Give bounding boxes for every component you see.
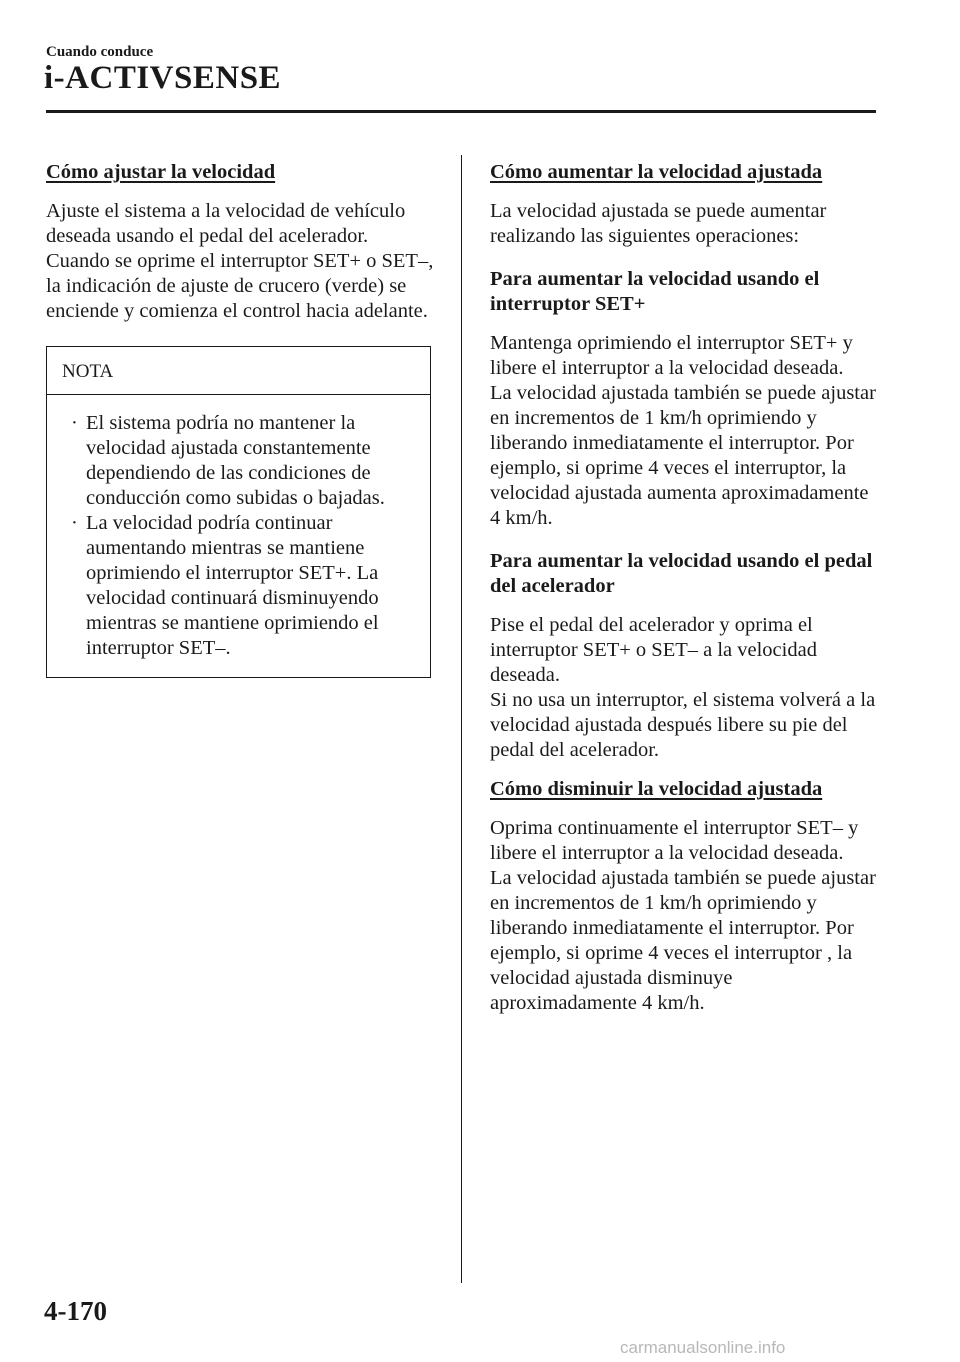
column-divider — [461, 155, 462, 1283]
note-title: NOTA — [47, 347, 430, 395]
chapter-title: i-ACTIVSENSE — [44, 60, 282, 96]
paragraph-set-plus-increments: La velocidad ajustada también se puede ajustar en incrementos de 1 km/h oprimiendo y liberando inmediatamente el interruptor. Por ejemplo, si oprime 4 veces el interruptor, la velocidad ajustada aumenta aproximadamente 4 km/h. — [490, 382, 876, 529]
page-number: 4-170 — [44, 1296, 107, 1326]
paragraph-set-switch: Cuando se oprime el interruptor SET+ o SET–, la indicación de ajuste de crucero (verde) se enciende y comienza el control hacia adelante. — [46, 250, 434, 322]
paragraph-accelerator-press: Pise el pedal del acelerador y oprima el interruptor SET+ o SET– a la velocidad deseada. — [490, 614, 817, 686]
left-column — [46, 160, 436, 678]
paragraph-decrease-hold: Oprima continuamente el interruptor SET– y libere el interruptor a la velocidad deseada. — [490, 817, 859, 864]
note-item: · El sistema podría no mantener la velocidad ajustada constantemente dependiendo de las condiciones de conducción como subidas o bajadas. — [61, 411, 416, 511]
note-box — [46, 346, 431, 678]
note-body — [47, 395, 430, 677]
note-item: · La velocidad podría continuar aumentando mientras se mantiene oprimiendo el interruptor SET+. La velocidad continuará disminuyendo mientras se mantiene oprimiendo el interruptor SET–. — [61, 511, 416, 661]
watermark: carmanualsonline.info — [620, 1338, 786, 1357]
header-rule — [46, 110, 876, 113]
subheading-accelerator: Para aumentar la velocidad usando el pedal del acelerador — [490, 550, 873, 597]
heading-decrease-speed: Cómo disminuir la velocidad ajustada — [490, 778, 823, 800]
paragraph-adjust-intro: Ajuste el sistema a la velocidad de vehículo deseada usando el pedal del acelerador. — [46, 200, 406, 247]
subheading-set-plus: Para aumentar la velocidad usando el interruptor SET+ — [490, 268, 820, 315]
paragraph-increase-intro: La velocidad ajustada se puede aumentar realizando las siguientes operaciones: — [490, 200, 827, 247]
heading-increase-speed: Cómo aumentar la velocidad ajustada — [490, 161, 823, 183]
right-column — [490, 160, 880, 1016]
section-label: Cuando conduce — [46, 44, 154, 60]
paragraph-set-plus-hold: Mantenga oprimiendo el interruptor SET+ y libere el interruptor a la velocidad deseada. — [490, 332, 853, 379]
paragraph-decrease-increments: La velocidad ajustada también se puede ajustar en incrementos de 1 km/h oprimiendo y liberando inmediatamente el interruptor. Por ejemplo, si oprime 4 veces el interruptor , la velocidad ajustada disminuye aproximadamente 4 km/h. — [490, 867, 876, 1014]
paragraph-accelerator-release: Si no usa un interruptor, el sistema volverá a la velocidad ajustada después libere su pie del pedal del acelerador. — [490, 689, 876, 761]
heading-adjust-speed: Cómo ajustar la velocidad — [46, 161, 276, 183]
